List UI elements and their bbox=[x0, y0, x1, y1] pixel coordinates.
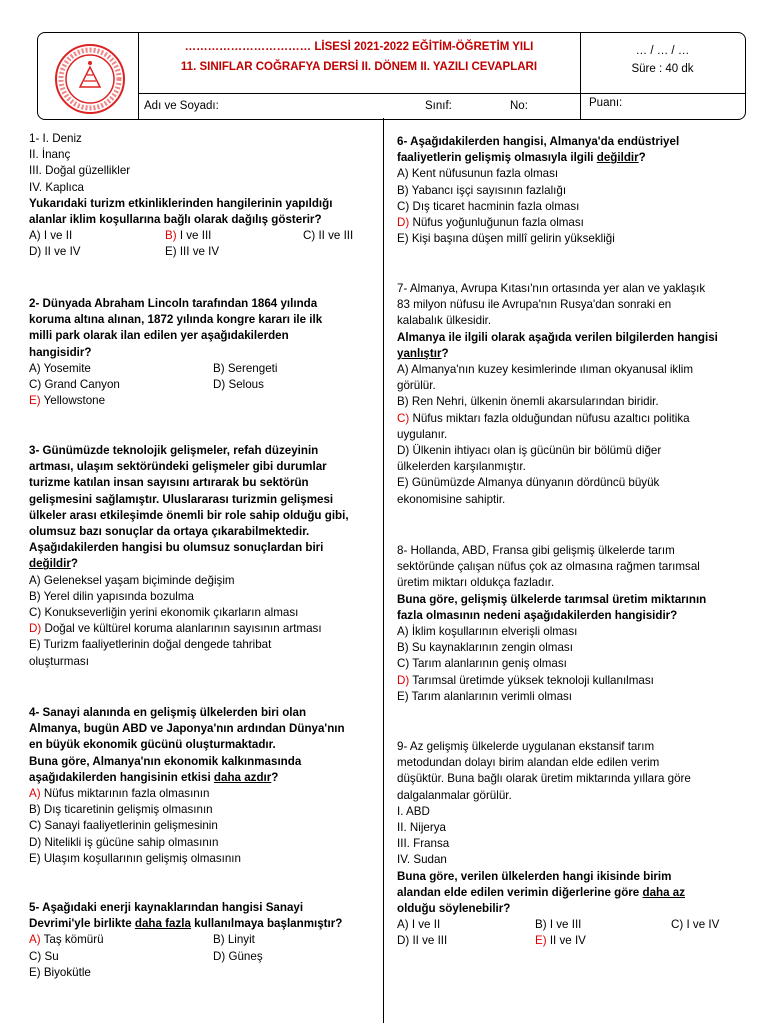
option-c[interactable]: C) Tarım alanlarının geniş olması bbox=[397, 657, 567, 671]
duration-label: Süre : 40 dk bbox=[631, 63, 694, 75]
option-e[interactable]: E) Tarım alanlarının verimli olması bbox=[397, 689, 573, 703]
question-9: 9- Az gelişmiş ülkelerde uygulanan ekstansif tarım metodundan dolayı birim alandan elde edilen verim düşüktür. Buna bağlı olarak üretim miktarında yıllara göre dalgalanmalar görülür. I. ABD II. Nijerya III. Fransa IV. Sudan Buna göre, verilen ülkelerden hangi ikisinde birim alandan elde edilen verimin diğerlerine göre daha az olduğu söylenebilir? A) I ve II B) I ve III C) I ve IV D) II ve III E) II ve IV bbox=[397, 739, 753, 950]
option-d[interactable]: D) Nitelikli iş gücüne sahip olmasının bbox=[29, 835, 219, 849]
option-b[interactable]: B) Yabancı işçi sayısının fazlalığı bbox=[397, 183, 567, 197]
header-divider bbox=[138, 93, 745, 94]
option-d[interactable]: D) Nüfus yoğunluğunun fazla olması bbox=[397, 216, 584, 230]
question-4: 4- Sanayi alanında en gelişmiş ülkelerden biri olan Almanya, bugün ABD ve Japonya'nın ardından Dünya'nın en büyük ekonomik gücünü oluşturmaktadır. Buna göre, Almanya'nın ekonomik kalkınmasında aşağıdakilerden hangisinin etkisi daha azdır? A) Nüfus miktarının fazla olmasının B) Dış ticaretinin gelişmiş olmasının C) Sanayi faaliyetlerinin gelişmesinin D) Nitelikli iş gücüne sahip olmasının E) Ulaşım koşullarının gelişmiş olmasının bbox=[29, 705, 379, 867]
school-title: …………………………… LİSESİ 2021-2022 EĞİTİM-ÖĞRETİM YILI bbox=[184, 41, 534, 53]
option-c[interactable]: C) Konukseverliğin yerini ekonomik çıkarların alması bbox=[29, 606, 299, 620]
question-6: 6- Aşağıdakilerden hangisi, Almanya'da endüstriyel faaliyetlerin gelişmiş olmasıyla ilgili değildir? A) Kent nüfusunun fazla olması B) Yabancı işçi sayısının fazlalığı C) Dış ticaret hacminin fazla olması D) Nüfus yoğunluğunun fazla olması E) Kişi başına düşen millî gelirin yüksekliği bbox=[397, 134, 747, 247]
question-5: 5- Aşağıdaki enerji kaynaklarından hangisi Sanayi Devrimi'yle birlikte daha fazla kullanılmaya başlanmıştır? A) Taş kömürü B) Linyit C) Su D) Güneş E) Biyokütle bbox=[29, 900, 379, 981]
date-field: … / … / … bbox=[635, 45, 690, 57]
exam-header bbox=[37, 32, 746, 120]
option-b[interactable]: B) Serengeti bbox=[213, 361, 278, 375]
option-b[interactable]: B) Yerel dilin yapısında bozulma bbox=[29, 589, 194, 603]
option-d[interactable]: D) Güneş bbox=[213, 949, 263, 963]
option-a[interactable]: A) I ve II bbox=[397, 918, 441, 932]
option-d[interactable]: D) Doğal ve kültürel koruma alanlarının sayısının artması bbox=[29, 622, 322, 636]
class-label: Sınıf: bbox=[425, 100, 452, 112]
option-d[interactable]: D) Ülkenin ihtiyacı olan iş gücünün bir bölümü diğer bbox=[397, 444, 662, 458]
option-b[interactable]: B) Su kaynaklarının zengin olması bbox=[397, 641, 573, 655]
option-a[interactable]: A) İklim koşullarının elverişli olması bbox=[397, 625, 578, 639]
question-8: 8- Hollanda, ABD, Fransa gibi gelişmiş ülkelerde tarım sektöründe çalışan nüfus çok az olmasına rağmen tarımsal üretim miktarı oldukça fazladır. Buna göre, gelişmiş ülkelerde tarımsal üretim miktarının fazla olmasının nedeni aşağıdakilerden hangisidir? A) İklim koşullarının elverişli olması B) Su kaynaklarının zengin olması C) Tarım alanlarının geniş olması D) Tarımsal üretimde yüksek teknoloji kullanılması E) Tarım alanlarının verimli olması bbox=[397, 543, 753, 705]
option-b[interactable]: B) I ve III bbox=[165, 229, 212, 243]
name-label: Adı ve Soyadı: bbox=[144, 100, 219, 112]
option-c[interactable]: C) Dış ticaret hacminin fazla olması bbox=[397, 199, 580, 213]
ministry-logo-icon bbox=[54, 43, 126, 115]
option-a[interactable]: A) Geleneksel yaşam biçiminde değişim bbox=[29, 573, 235, 587]
option-c[interactable]: C) I ve IV bbox=[671, 918, 720, 932]
option-e[interactable]: E) Günümüzde Almanya dünyanın dördüncü büyük bbox=[397, 476, 660, 490]
option-a[interactable]: A) I ve II bbox=[29, 229, 73, 243]
question-1: 1- I. Deniz II. İnanç III. Doğal güzellikler IV. Kaplıca Yukarıdaki turizm etkinliklerinden hangilerinin yapıldığı alanlar iklim koşullarına bağlı olarak dağılış gösterir? A) I ve II B) I ve III C) II ve III D) II ve IV E) III ve IV bbox=[29, 131, 379, 261]
option-e[interactable]: E) II ve IV bbox=[535, 934, 586, 948]
option-e[interactable]: E) Kişi başına düşen millî gelirin yüksekliği bbox=[397, 232, 615, 246]
option-b[interactable]: B) I ve III bbox=[535, 918, 582, 932]
option-a[interactable]: A) Taş kömürü bbox=[29, 933, 104, 947]
number-label: No: bbox=[510, 100, 528, 112]
option-c[interactable]: C) II ve III bbox=[303, 229, 354, 243]
question-2: 2- Dünyada Abraham Lincoln tarafından 1864 yılında koruma altına alınan, 1872 yılında kongre kararı ile ilk milli park olarak ilan edilen yer aşağıdakilerden hangisidir? A) Yosemite B) Serengeti C) Grand Canyon D) Selous E) Yellowstone bbox=[29, 296, 379, 409]
option-d[interactable]: D) Selous bbox=[213, 378, 264, 392]
option-e[interactable]: E) Turizm faaliyetlerinin doğal dengede tahribat bbox=[29, 638, 272, 652]
option-e[interactable]: E) Yellowstone bbox=[29, 394, 106, 408]
option-e[interactable]: E) III ve IV bbox=[165, 245, 220, 259]
option-e[interactable]: E) Ulaşım koşullarının gelişmiş olmasının bbox=[29, 851, 241, 865]
question-7: 7- Almanya, Avrupa Kıtası'nın ortasında yer alan ve yaklaşık 83 milyon nüfusu ile Avrupa'nın Rusya'dan sonraki en kalabalık ülkesidir. Almanya ile ilgili olarak aşağıda verilen bilgilerden hangisi yanlıştır? A) Almanya'nın kuzey kesimlerinde ılıman okyanusal iklim görülür. B) Ren Nehri, ülkenin önemli akarsularından biridir. C) Nüfus miktarı fazla olduğundan nüfusu azaltıcı politika uygulanır. D) Ülkenin ihtiyacı olan iş gücünün bir bölümü diğer ülkelerden karşılanmıştır. E) Günümüzde Almanya dünyanın dördüncü büyük ekonomisine sahiptir. bbox=[397, 281, 753, 508]
option-a[interactable]: A) Kent nüfusunun fazla olması bbox=[397, 167, 559, 181]
option-d[interactable]: D) II ve III bbox=[397, 934, 448, 948]
option-b[interactable]: B) Ren Nehri, ülkenin önemli akarsularından biridir. bbox=[397, 395, 659, 409]
option-c[interactable]: C) Sanayi faaliyetlerinin gelişmesinin bbox=[29, 819, 218, 833]
option-d[interactable]: D) Tarımsal üretimde yüksek teknoloji kullanılması bbox=[397, 673, 654, 687]
option-a[interactable]: A) Nüfus miktarının fazla olmasının bbox=[29, 787, 210, 801]
option-c[interactable]: C) Su bbox=[29, 949, 59, 963]
exam-title: 11. SINIFLAR COĞRAFYA DERSİ II. DÖNEM II. YAZILI CEVAPLARI bbox=[180, 61, 538, 73]
option-b[interactable]: B) Linyit bbox=[213, 933, 255, 947]
option-c[interactable]: C) Grand Canyon bbox=[29, 378, 120, 392]
option-a[interactable]: A) Yosemite bbox=[29, 361, 91, 375]
column-divider bbox=[383, 118, 384, 1023]
option-b[interactable]: B) Dış ticaretinin gelişmiş olmasının bbox=[29, 803, 213, 817]
option-a[interactable]: A) Almanya'nın kuzey kesimlerinde ılıman okyanusal iklim bbox=[397, 363, 694, 377]
score-label: Puanı: bbox=[589, 97, 623, 109]
question-3: 3- Günümüzde teknolojik gelişmeler, refah düzeyinin artması, ulaşım sektöründeki gelişmeler gibi durumlar turizme katılan insan sayısını artırarak bu sektörün gelişmesini sağlamıştır. Uluslararası turizmin gelişmesi ülkeler arası etkileşimde önemli bir role sahip olduğu gibi, olumsuz bazı sonuçlar da ortaya çıkarabilmektedir. Aşağıdakilerden hangisi bu olumsuz sonuçlardan biri değildir? A) Geleneksel yaşam biçiminde değişim B) Yerel dilin yapısında bozulma C) Konukseverliğin yerini ekonomik çıkarların alması D) Doğal ve kültürel koruma alanlarının sayısının artması E) Turizm faaliyetlerinin doğal dengede tahribat oluşturması bbox=[29, 443, 381, 670]
option-e[interactable]: E) Biyokütle bbox=[29, 965, 91, 979]
option-c[interactable]: C) Nüfus miktarı fazla olduğundan nüfusu azaltıcı politika bbox=[397, 411, 690, 425]
option-d[interactable]: D) II ve IV bbox=[29, 245, 81, 259]
